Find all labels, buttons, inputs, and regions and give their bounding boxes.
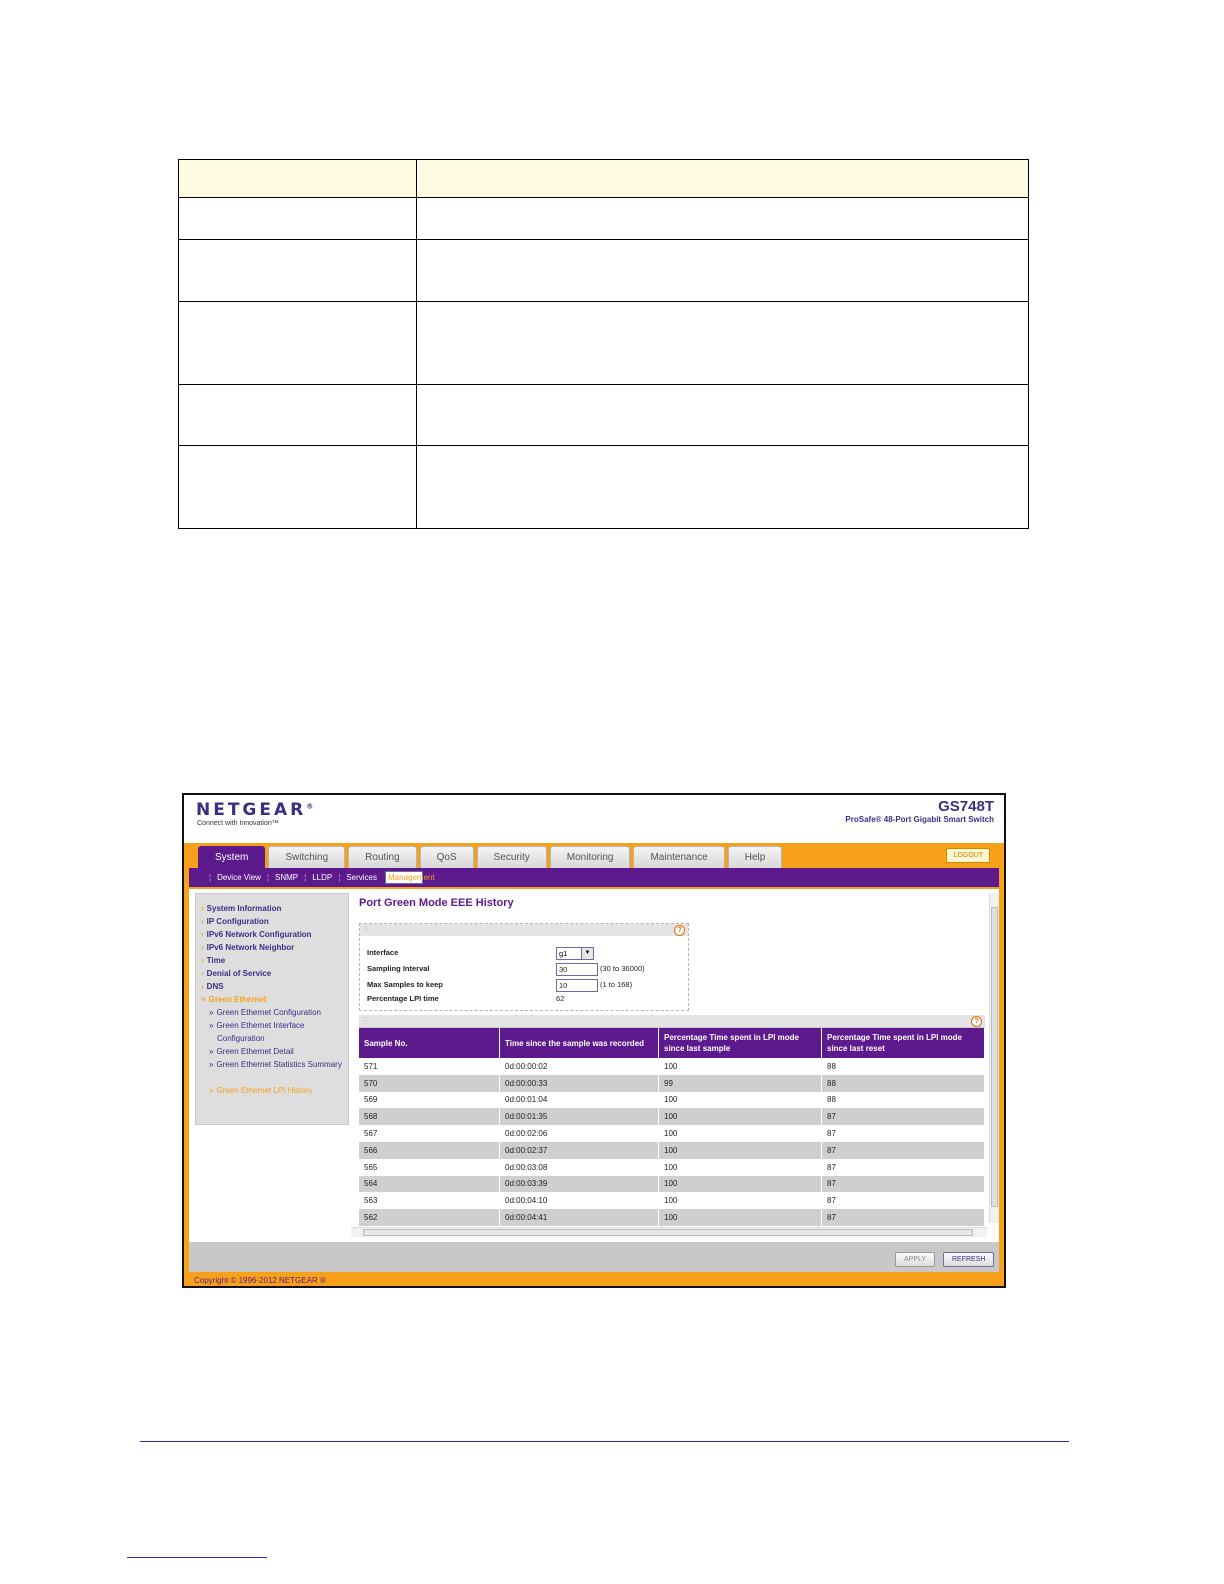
doc-table-cell — [179, 446, 417, 529]
table-cell: 88 — [822, 1092, 985, 1109]
table-cell: 100 — [659, 1108, 822, 1125]
tagline: Connect with Innovation™ — [197, 820, 279, 827]
table-cell: 0d:00:00:02 — [500, 1058, 659, 1075]
table-row — [359, 1058, 985, 1075]
sampling-interval-input[interactable]: 30 — [556, 963, 598, 976]
table-cell: 87 — [822, 1209, 985, 1226]
table-cell: 562 — [359, 1209, 500, 1226]
interface-label: Interface — [367, 948, 399, 957]
settings-panel — [359, 923, 689, 1011]
table-cell: 0d:00:02:06 — [500, 1125, 659, 1142]
scroll-thumb[interactable] — [363, 1229, 973, 1236]
doc-table-cell — [417, 240, 1029, 302]
table-cell: 0d:00:00:33 — [500, 1075, 659, 1092]
sidebar-item-time[interactable]: › Time — [201, 956, 226, 965]
sidebar-subitem-green-ethernet-lpi-history[interactable]: » Green Ethernet LPI History — [209, 1086, 313, 1095]
doc-table-cell — [417, 446, 1029, 529]
model-name: GS748T — [938, 798, 994, 815]
doc-table-cell — [417, 385, 1029, 446]
max-samples-label: Max Samples to keep — [367, 980, 443, 989]
doc-table-cell — [179, 198, 417, 240]
netgear-screenshot — [182, 793, 1006, 1288]
column-header[interactable]: Time since the sample was recorded — [500, 1028, 659, 1058]
horizontal-scrollbar[interactable] — [351, 1227, 987, 1237]
subnav-snmp[interactable]: SNMP — [275, 873, 299, 882]
table-cell: 100 — [659, 1092, 822, 1109]
tab-system[interactable]: System — [198, 846, 265, 869]
table-cell: 100 — [659, 1176, 822, 1193]
help-icon[interactable]: ? — [674, 925, 685, 936]
main-tabs — [198, 846, 782, 868]
table-cell: 87 — [822, 1108, 985, 1125]
table-cell: 0d:00:02:37 — [500, 1142, 659, 1159]
page-rule — [140, 1441, 1069, 1442]
table-cell: 87 — [822, 1192, 985, 1209]
button-bar — [189, 1242, 999, 1272]
tab-maintenance[interactable]: Maintenance — [633, 846, 724, 868]
doc-table-cell — [179, 385, 417, 446]
table-cell: 100 — [659, 1125, 822, 1142]
table-cell: 565 — [359, 1159, 500, 1176]
table-cell: 100 — [659, 1159, 822, 1176]
apply-button[interactable]: APPLY — [895, 1252, 935, 1267]
table-cell: 88 — [822, 1058, 985, 1075]
sidebar-item-green-ethernet[interactable]: ˅ Green Ethernet — [201, 995, 267, 1004]
sidebar-subitem-green-ethernet-statistics-summary[interactable]: » Green Ethernet Statistics Summary — [209, 1060, 342, 1069]
table-row — [359, 1075, 985, 1092]
sub-navigation: Management ¦ Device View ¦ SNMP ¦ LLDP ¦ Services — [189, 868, 999, 887]
sampling-interval-range: (30 to 36000) — [600, 964, 645, 973]
panel-bar — [360, 924, 688, 936]
table-row — [359, 1142, 985, 1159]
table-row — [359, 1159, 985, 1176]
sampling-interval-label: Sampling Interval — [367, 964, 430, 973]
table-cell: 571 — [359, 1058, 500, 1075]
sidebar — [195, 893, 349, 1125]
copyright: Copyright © 1996-2012 NETGEAR ® — [194, 1276, 326, 1285]
table-row — [359, 1125, 985, 1142]
table-cell: 100 — [659, 1142, 822, 1159]
table-cell: 0d:00:03:39 — [500, 1176, 659, 1193]
percentage-lpi-label: Percentage LPI time — [367, 994, 439, 1003]
table-row — [359, 1176, 985, 1193]
collapse-icon[interactable]: :: — [364, 925, 368, 932]
history-table — [359, 1028, 985, 1226]
sidebar-item-ip-configuration[interactable]: › IP Configuration — [201, 917, 269, 926]
sidebar-item-ipv6-network-configuration[interactable]: › IPv6 Network Configuration — [201, 930, 312, 939]
doc-table-header-cell — [179, 160, 417, 198]
subnav-device-view[interactable]: Device View — [217, 873, 261, 882]
refresh-button[interactable]: REFRESH — [943, 1252, 994, 1267]
netgear-logo: NETGEAR® — [196, 800, 314, 820]
table-row — [359, 1108, 985, 1125]
table-cell: 0d:00:04:10 — [500, 1192, 659, 1209]
tab-security[interactable]: Security — [477, 846, 547, 868]
doc-table-cell — [179, 302, 417, 385]
subnav-services[interactable]: Services — [346, 873, 378, 882]
sidebar-item-ipv6-network-neighbor[interactable]: › IPv6 Network Neighbor — [201, 943, 295, 952]
doc-table-cell — [417, 198, 1029, 240]
max-samples-input[interactable]: 10 — [556, 979, 598, 992]
subnav-management[interactable]: Management — [385, 871, 423, 884]
doc-table-cell — [179, 240, 417, 302]
tab-routing[interactable]: Routing — [348, 846, 416, 868]
header — [184, 795, 1004, 845]
table-row — [359, 1209, 985, 1226]
percentage-lpi-value: 62 — [556, 994, 565, 1003]
table-cell: 0d:00:01:35 — [500, 1108, 659, 1125]
max-samples-range: (1 to 168) — [600, 980, 633, 989]
table-cell: 100 — [659, 1058, 822, 1075]
table-cell: 566 — [359, 1142, 500, 1159]
table-cell: 0d:00:01:04 — [500, 1092, 659, 1109]
table-cell: 88 — [822, 1075, 985, 1092]
table-cell: 567 — [359, 1125, 500, 1142]
table-cell: 99 — [659, 1075, 822, 1092]
scroll-thumb[interactable] — [991, 907, 998, 1207]
sidebar-subitem-green-ethernet-interface-configuration[interactable]: » Green Ethernet Interface Configuration — [209, 1021, 305, 1043]
table-row — [359, 1192, 985, 1209]
tab-monitoring[interactable]: Monitoring — [550, 846, 631, 868]
sidebar-item-denial-of-service[interactable]: › Denial of Service — [201, 969, 272, 978]
content-area — [189, 889, 999, 1242]
sidebar-subitem-green-ethernet-configuration[interactable]: » Green Ethernet Configuration — [209, 1008, 321, 1017]
tab-qos[interactable]: QoS — [420, 846, 474, 868]
doc-table-header-cell — [417, 160, 1029, 198]
column-header[interactable]: Percentage Time spent in LPI mode since last sample — [659, 1028, 822, 1058]
table-cell: 87 — [822, 1142, 985, 1159]
help-icon[interactable]: ? — [971, 1016, 982, 1027]
doc-table-cell — [417, 302, 1029, 385]
doc-table — [178, 159, 1029, 529]
interface-select[interactable]: g1 ▼ — [556, 947, 594, 960]
collapse-icon[interactable]: :: — [363, 1016, 367, 1023]
table-cell: 87 — [822, 1159, 985, 1176]
table-cell: 568 — [359, 1108, 500, 1125]
vertical-scrollbar[interactable] — [989, 893, 999, 1223]
sidebar-item-system-information[interactable]: › System Information — [201, 904, 282, 913]
chevron-down-icon[interactable]: ▼ — [581, 948, 593, 959]
table-cell: 0d:00:03:08 — [500, 1159, 659, 1176]
model-description: ProSafe® 48-Port Gigabit Smart Switch — [845, 815, 994, 824]
sidebar-subitem-green-ethernet-detail[interactable]: » Green Ethernet Detail — [209, 1047, 294, 1056]
table-cell: 87 — [822, 1176, 985, 1193]
sidebar-item-dns[interactable]: › DNS — [201, 982, 224, 991]
table-cell: 87 — [822, 1125, 985, 1142]
table-cell: 100 — [659, 1209, 822, 1226]
tab-help[interactable]: Help — [728, 846, 783, 868]
table-cell: 570 — [359, 1075, 500, 1092]
table-cell: 564 — [359, 1176, 500, 1193]
table-cell: 563 — [359, 1192, 500, 1209]
column-header[interactable]: Sample No. — [359, 1028, 500, 1058]
history-panel — [359, 1015, 985, 1235]
table-cell: 100 — [659, 1192, 822, 1209]
tab-switching[interactable]: Switching — [268, 846, 345, 868]
column-header[interactable]: Percentage Time spent in LPI mode since last reset — [822, 1028, 985, 1058]
table-cell: 569 — [359, 1092, 500, 1109]
page-title: Port Green Mode EEE History — [359, 897, 514, 909]
table-row — [359, 1092, 985, 1109]
subnav-lldp[interactable]: LLDP — [312, 873, 333, 882]
table-cell: 0d:00:04:41 — [500, 1209, 659, 1226]
panel-bar — [359, 1015, 985, 1028]
footer-rule — [127, 1557, 267, 1558]
logout-button[interactable]: LOGOUT — [946, 848, 990, 863]
